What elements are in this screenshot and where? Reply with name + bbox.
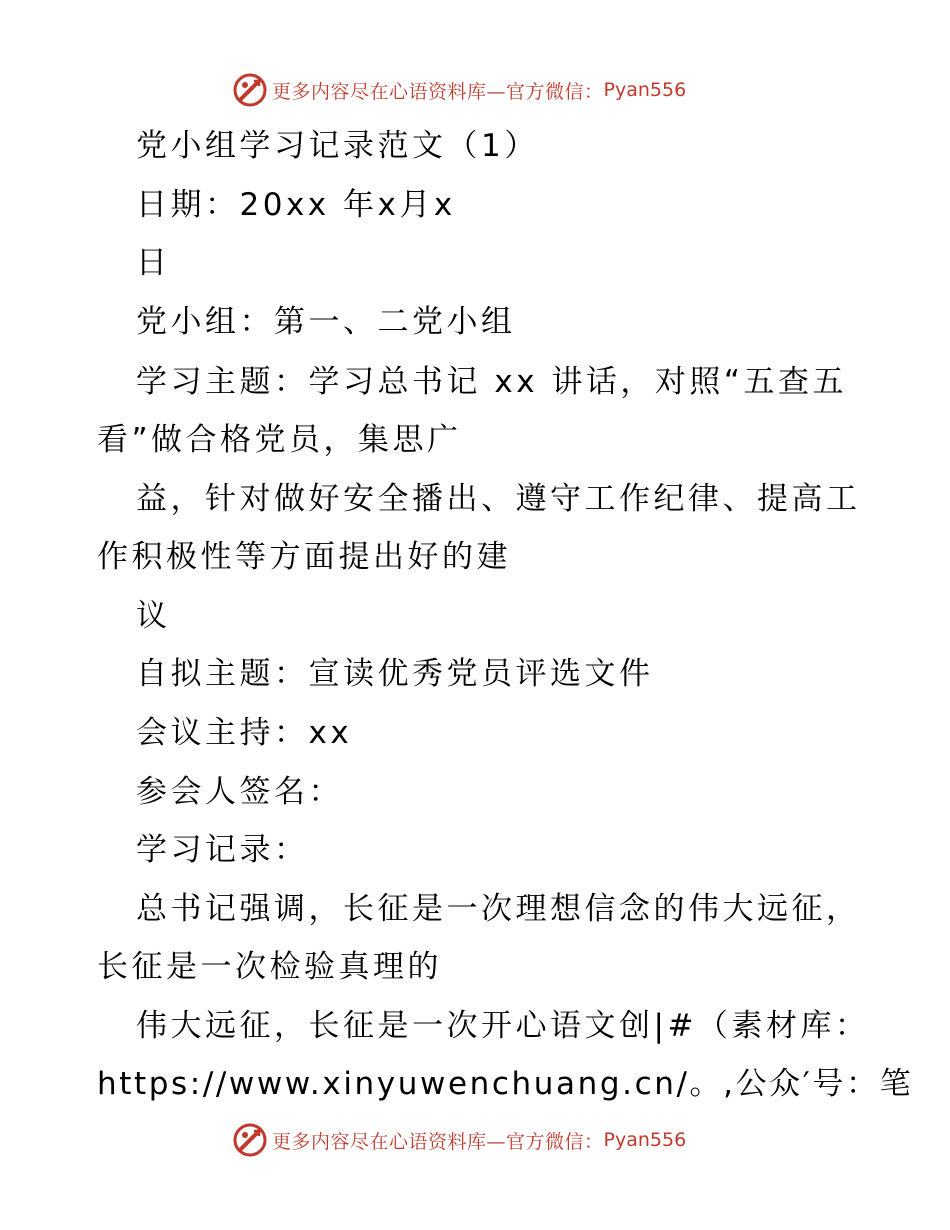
doc-self-topic: 自拟主题：宣读优秀党员评选文件 <box>136 656 654 692</box>
doc-paragraph-line: 伟大远征，长征是一次开心语文创|#（素材库： <box>136 1008 870 1044</box>
doc-party-group: 党小组：第一、二党小组 <box>136 304 516 340</box>
doc-paragraph-line: 总书记强调，长征是一次理想信念的伟大远征， <box>136 891 861 927</box>
doc-suggestion: 益，针对做好安全播出、遵守工作纪律、提高工 <box>136 481 861 517</box>
doc-record-heading: 学习记录： <box>136 832 309 868</box>
header-banner <box>232 70 686 110</box>
banner-text: 更多内容尽在心语资料库—官方微信： <box>272 80 604 103</box>
footer-banner <box>232 1120 686 1160</box>
doc-host: 会议主持：xx <box>136 715 353 751</box>
doc-suggestion-end: 议 <box>136 598 171 634</box>
banner-wechat-id: Pyan556 <box>603 79 687 101</box>
brand-logo-icon <box>232 72 268 108</box>
doc-paragraph-line: 长征是一次检验真理的 <box>97 949 442 985</box>
doc-date-cont: 日 <box>136 245 171 281</box>
doc-paragraph-url-line: https://www.xinyuwenchuang.cn/。,公众′号：笔 <box>97 1066 914 1102</box>
doc-study-topic-cont: 看”做合格党员，集思广 <box>97 422 462 458</box>
brand-logo-icon <box>232 1122 268 1158</box>
doc-suggestion-cont: 作积极性等方面提出好的建 <box>97 539 511 575</box>
doc-title: 党小组学习记录范文（1） <box>136 128 539 164</box>
doc-signatures: 参会人签名： <box>136 774 343 810</box>
banner-text: 更多内容尽在心语资料库—官方微信： <box>272 1130 604 1153</box>
doc-study-topic: 学习主题：学习总书记 xx 讲话，对照“五查五 <box>136 364 847 400</box>
banner-wechat-id: Pyan556 <box>603 1129 687 1151</box>
doc-date: 日期：20xx 年x月x <box>136 187 456 223</box>
